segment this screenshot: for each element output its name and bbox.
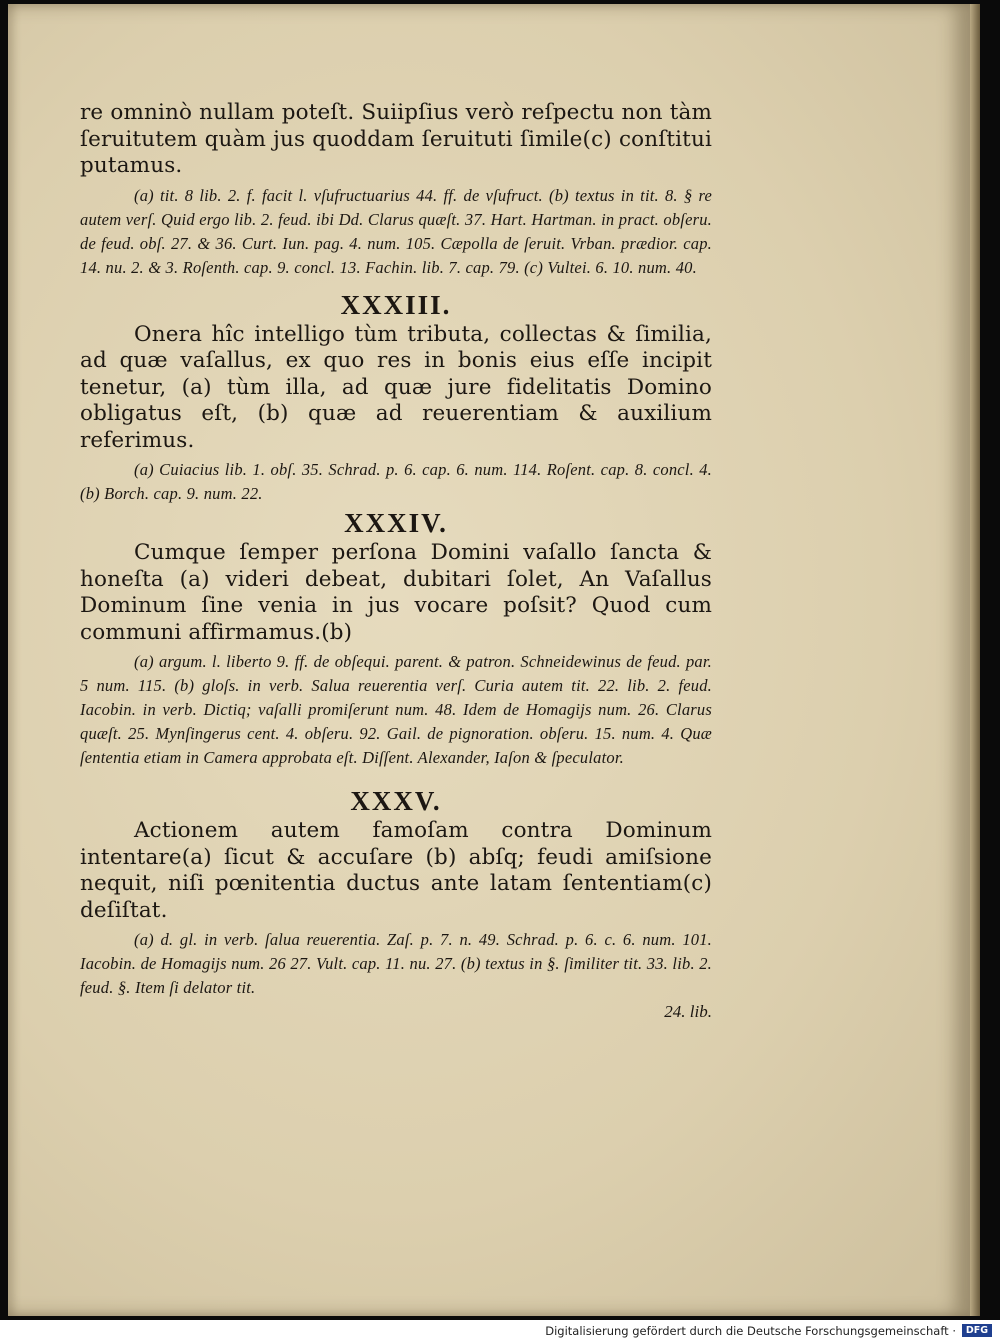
section-heading-35: XXXV. bbox=[350, 786, 442, 816]
notes-33: (a) Cuiacius lib. 1. obſ. 35. Schrad. p. 6. cap. 6. num. 114. Roſent. cap. 8. concl. 4. (b) Borch. cap. 9. num. 22. bbox=[80, 460, 712, 503]
paragraph-intro: re omninò nullam poteſt. Suiipſius verò reſpectu non tàm ſeruitutem quàm jus quoddam ſeruituti ſimile(c) conſtitui putamus. bbox=[80, 100, 712, 178]
page-edge bbox=[970, 4, 980, 1316]
section-heading-33: XXXIII. bbox=[340, 289, 452, 320]
page-text bbox=[80, 100, 712, 1024]
book-page bbox=[8, 4, 970, 1316]
funding-credit: Digitalisierung gefördert durch die Deutsche Forschungsgemeinschaft · bbox=[545, 1324, 956, 1338]
paragraph-35: Actionem autem famoſam contra Dominum intentare(a) ſicut & accuſare (b) abſq; feudi amiſsione nequit, niſi pœnitentia ductus ante latam ſententiam(c) deſiſtat. bbox=[80, 818, 712, 923]
notes-34: (a) argum. l. liberto 9. ff. de obſequi. parent. & patron. Schneidewinus de feud. par. 5 num. 115. (b) gloſs. in verb. Salua reuerentia verſ. Curia autem tit. 22. lib. 2. feud. Iacobin. in verb. Dictiq; vaſalli promiſerunt num. 48. Idem de Homagijs num. 26. Clarus quæſt. 25. Mynſingerus cent. 4. obſeru. 92. Gail. de pignoration. obſeru. 15. num. 4. Quæ ſententia etiam in Camera approbata eſt. Diſſent. Alexander, Iaſon & ſpeculator. bbox=[80, 652, 712, 767]
dfg-logo-icon: DFG bbox=[962, 1324, 992, 1337]
notes-intro: (a) tit. 8 lib. 2. f. facit l. vſufructuarius 44. ff. de vſufruct. (b) textus in tit. 8. § re autem verſ. Quid ergo lib. 2. feud. ibi Dd. Clarus quæſt. 37. Hart. Hartman. in pract. obſeru. de feud. obſ. 27. & 36. Curt. Iun. pag. 4. num. 105. Cæpolla de ſeruit. Vrban. prædior. cap. 14. nu. 2. & 3. Roſenth. cap. 9. concl. 13. Fachin. lib. 7. cap. 79. (c) Vultei. 6. 10. num. 40. bbox=[80, 185, 712, 277]
footer-bar bbox=[0, 1320, 1000, 1342]
paragraph-34: Cumque ſemper perſona Domini vaſallo ſancta & honeſta (a) videri debeat, dubitari ſolet, An Vaſallus Dominum ſine venia in jus vocare poſsit? Quod cum communi affirmamus.(b) bbox=[80, 540, 712, 645]
notes-35: (a) d. gl. in verb. ſalua reuerentia. Zaſ. p. 7. n. 49. Schrad. p. 6. c. 6. num. 101. Iacobin. de Homagijs num. 26 27. Vult. cap. 11. nu. 27. (b) textus in §. ſimiliter tit. 33. lib. 2. feud. §. Item ſi delator tit. bbox=[80, 930, 712, 997]
paragraph-33: Onera hîc intelligo tùm tributa, collectas & ſimilia, ad quæ vaſallus, ex quo res in bonis eius eſſe incipit tenetur, (a) tùm illa, ad quæ jure fidelitatis Domino obligatus eſt, (b) quæ ad reuerentiam & auxilium referimus. bbox=[80, 321, 712, 453]
catchword: 24. lib. bbox=[664, 1002, 712, 1021]
section-heading-34: XXXIV. bbox=[344, 508, 448, 538]
